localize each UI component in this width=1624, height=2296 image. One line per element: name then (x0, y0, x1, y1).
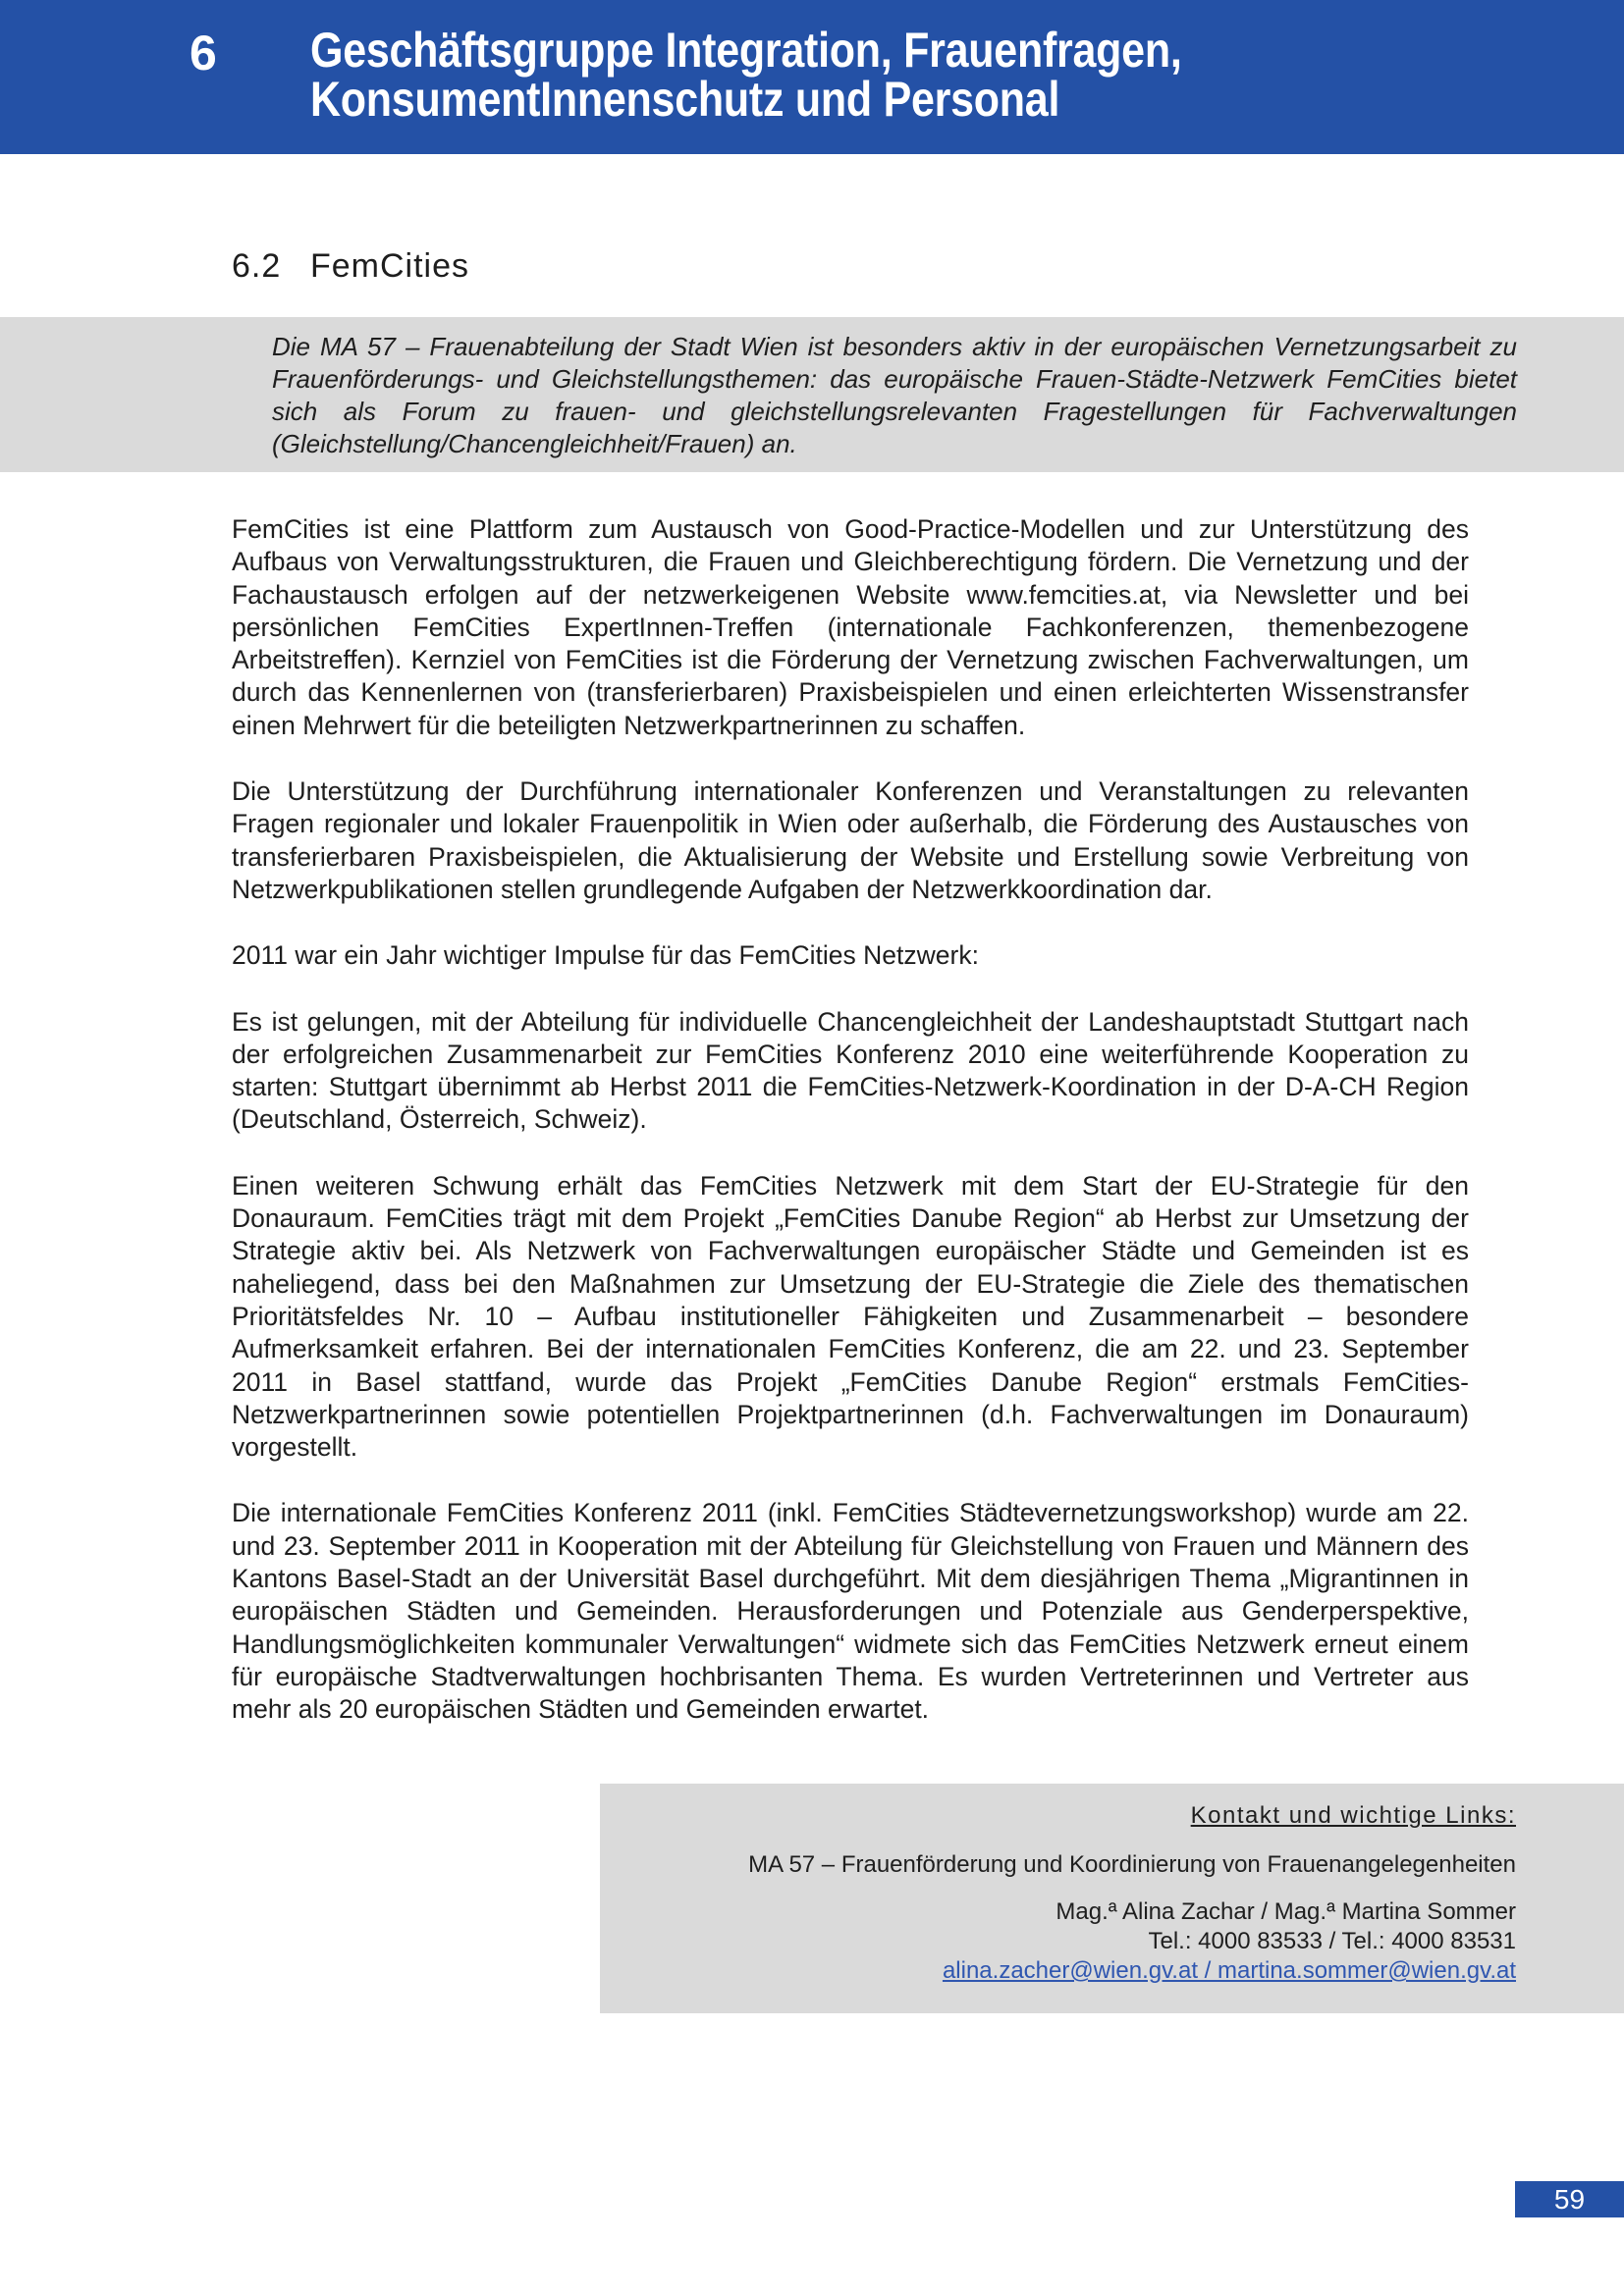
chapter-title-line-2: KonsumentInnenschutz und Personal (310, 72, 1060, 127)
paragraph: 2011 war ein Jahr wichtiger Impulse für das FemCities Netzwerk: (232, 940, 979, 971)
paragraph: Es ist gelungen, mit der Abteilung für individuelle Chancengleichheit der Landeshauptstadt Stuttgart nach der erfolgreichen Zusammenarbeit zur FemCities Konferenz 2010 eine weiterführende Kooperation zu starten: Stuttgart übernimmt ab Herbst 2011 die FemCities-Netzwerk-Koordination in der D-A-CH Region (Deutschland, Österreich, Schweiz). (232, 1006, 1469, 1135)
chapter-header (0, 0, 1624, 154)
chapter-title (310, 23, 1366, 127)
page-number: 59 (1515, 2181, 1624, 2217)
body-text (232, 513, 1469, 1760)
contact-organization: MA 57 – Frauenförderung und Koordinierung von Frauenangelegenheiten (748, 1851, 1516, 1878)
paragraph: Die internationale FemCities Konferenz 2011 (inkl. FemCities Städtevernetzungsworkshop) wurde am 22. und 23. September 2011 in Kooperation mit der Abteilung für Gleichstellung von Frauen und Männern des Kantons Basel-Stadt an der Universität Basel durchgeführt. Mit dem diesjährigen Thema „Migrantinnen in europäischen Städten und Gemeinden. Herausforderungen und Potenziale aus Genderperspektive, Handlungsmöglichkeiten kommunaler Verwaltungen“ widmete sich das FemCities Netzwerk erneut einem für europäische Stadtverwaltungen hochbrisanten Thema. Es wurden Vertreterinnen und Vertreter aus mehr als 20 europäischen Städten und Gemeinden erwartet. (232, 1498, 1469, 1725)
section-title: FemCities (310, 247, 470, 285)
paragraph: Die Unterstützung der Durchführung internationaler Konferenzen und Veranstaltungen zu relevanten Fragen regionaler und lokaler Frauenpolitik in Wien oder außerhalb, die Förderung des Austausches von transferierbaren Praxisbeispielen, die Aktualisierung der Website und Erstellung sowie Verbreitung von Netzwerkpublikationen stellen grundlegende Aufgaben der Netzwerkkoordination dar. (232, 776, 1469, 904)
intro-box (0, 317, 1624, 472)
chapter-number: 6 (189, 26, 217, 80)
contact-email-link[interactable]: alina.zacher@wien.gv.at / martina.sommer@wien.gv.at (942, 1957, 1516, 1984)
section-number: 6.2 (232, 247, 282, 285)
paragraph: FemCities ist eine Plattform zum Austausch von Good-Practice-Modellen und zur Unterstützung des Aufbaus von Verwaltungsstrukturen, die Frauen und Gleichberechtigung fördern. Die Vernetzung und der Fachaustausch erfolgen auf der netzwerkeigenen Website www.femcities.at, via Newsletter und bei persönlichen FemCities ExpertInnen-Treffen (internationale Fachkonferenzen, themenbezogene Arbeitstreffen). Kernziel von FemCities ist die Förderung der Vernetzung zwischen Fachverwaltungen, um durch das Kennenlernen von (transferierbaren) Praxisbeispielen und einen erleichterten Wissenstransfer einen Mehrwert für die beteiligten Netzwerkpartnerinnen zu schaffen. (232, 514, 1469, 740)
contact-persons: Mag.ª Alina Zachar / Mag.ª Martina Sommer (1056, 1898, 1516, 1925)
paragraph: Einen weiteren Schwung erhält das FemCities Netzwerk mit dem Start der EU-Strategie für den Donauraum. FemCities trägt mit dem Projekt „FemCities Danube Region“ ab Herbst zur Umsetzung der Strategie aktiv bei. Als Netzwerk von Fachverwaltungen europäischer Städte und Gemeinden ist es naheliegend, dass bei den Maßnahmen zur Umsetzung der EU-Strategie die Ziele des thematischen Prioritätsfeldes Nr. 10 – Aufbau institutioneller Fähigkeiten und Zusammenarbeit – besondere Aufmerksamkeit erfahren. Bei der internationalen FemCities Konferenz, die am 22. und 23. September 2011 in Basel stattfand, wurde das Projekt „FemCities Danube Region“ erstmals FemCities-Netzwerkpartnerinnen sowie potentiellen Projektpartnerinnen (d.h. Fachverwaltungen im Donauraum) vorgestellt. (232, 1170, 1469, 1463)
intro-text: Die MA 57 – Frauenabteilung der Stadt Wien ist besonders aktiv in der europäischen Vernetzungsarbeit zu Frauenförderungs- und Gleichstellungsthemen: das europäische Frauen-Städte-Netzwerk FemCities bietet sich als Forum zu frauen- und gleichstellungsrelevanten Fragestellungen für Fachverwaltungen (Gleichstellung/Chancengleichheit/Frauen) an. (272, 332, 1517, 458)
contact-phones: Tel.: 4000 83533 / Tel.: 4000 83531 (1148, 1928, 1516, 1954)
chapter-title-line-1: Geschäftsgruppe Integration, Frauenfragen, (310, 23, 1182, 78)
contact-heading: Kontakt und wichtige Links: (1190, 1802, 1516, 1829)
contact-box (600, 1784, 1624, 2013)
contact-content (632, 1801, 1516, 1986)
section-heading (232, 247, 469, 286)
